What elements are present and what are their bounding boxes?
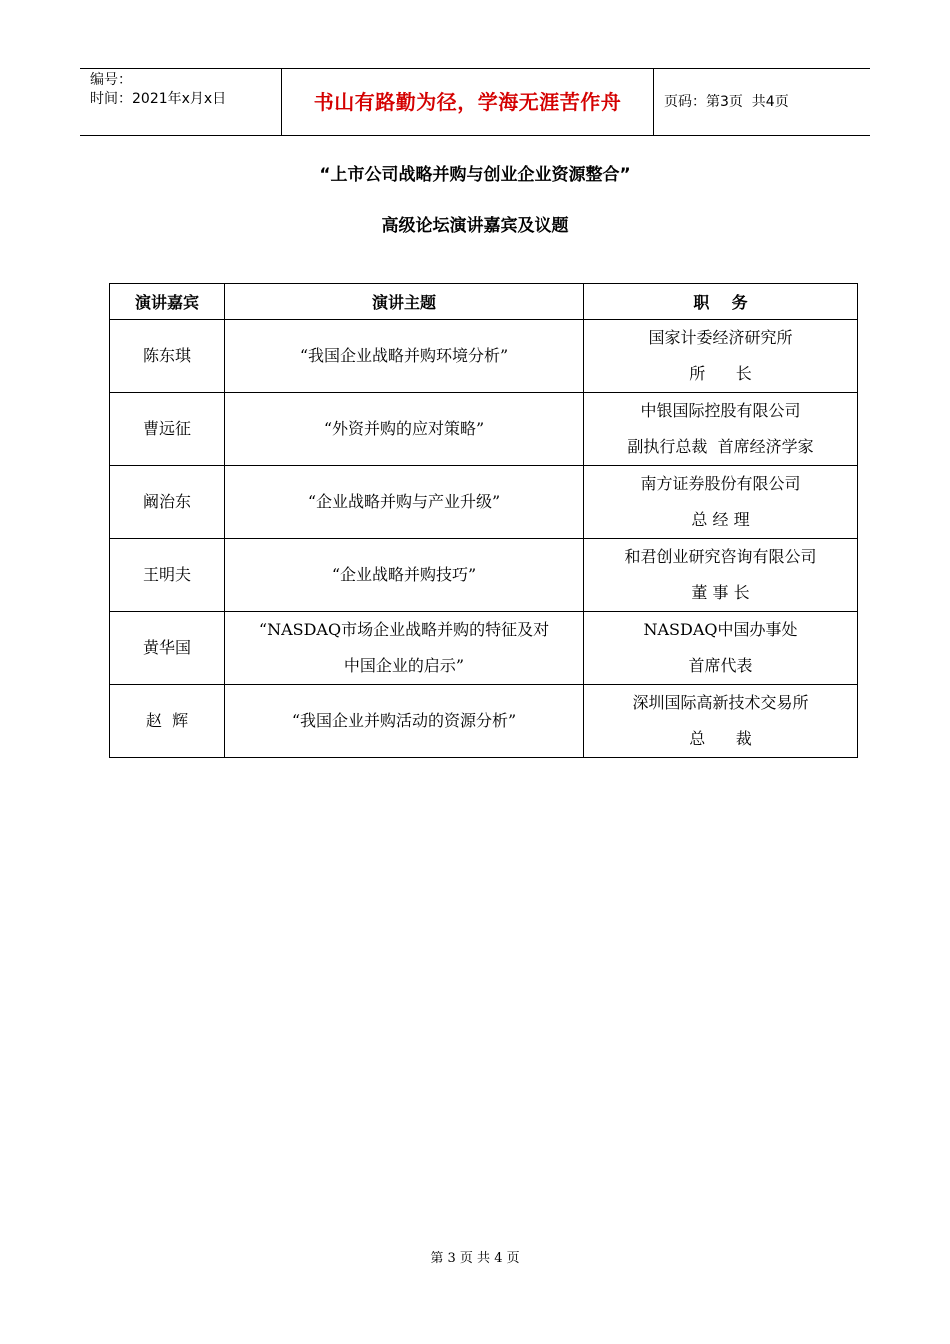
document-title: “上市公司战略并购与创业企业资源整合”	[319, 165, 631, 185]
header-page-info: 页码：第3页 共4页	[664, 94, 789, 110]
topic-line: 中国企业的启示”	[343, 656, 465, 675]
document-number-label: 编号：	[90, 72, 132, 88]
speaker-position	[584, 539, 858, 612]
table-row	[110, 539, 858, 612]
position-organization: 和君创业研究咨询有限公司	[624, 547, 817, 566]
speech-topic	[225, 466, 584, 539]
speaker-name: 阚治东	[110, 466, 225, 539]
column-header-topic: 演讲主题	[225, 284, 584, 320]
topic-line: “企业战略并购技巧”	[331, 565, 477, 584]
position-organization: 南方证券股份有限公司	[640, 474, 801, 493]
speakers-table	[109, 283, 858, 758]
page-header	[80, 68, 870, 136]
header-meta	[80, 69, 282, 135]
table-row	[110, 466, 858, 539]
position-organization: NASDAQ中国办事处	[643, 620, 798, 639]
position-title: 所 长	[689, 364, 752, 383]
speaker-position	[584, 685, 858, 758]
topic-line: “NASDAQ市场企业战略并购的特征及对	[258, 620, 550, 639]
column-header-position: 职 务	[584, 284, 858, 320]
speech-topic	[225, 612, 584, 685]
speaker-name: 王明夫	[110, 539, 225, 612]
position-title: 总 经 理	[691, 510, 750, 529]
table-row	[110, 320, 858, 393]
document-subtitle: 高级论坛演讲嘉宾及议题	[381, 216, 569, 236]
column-header-speaker: 演讲嘉宾	[110, 284, 225, 320]
document-time-label: 时间：2021年x月x日	[90, 91, 227, 107]
speaker-name: 黄华国	[110, 612, 225, 685]
table-row	[110, 393, 858, 466]
speech-topic	[225, 393, 584, 466]
speech-topic	[225, 320, 584, 393]
speaker-position	[584, 466, 858, 539]
position-organization: 深圳国际高新技术交易所	[632, 693, 809, 712]
speech-topic	[225, 685, 584, 758]
table-header-row	[110, 284, 858, 320]
speaker-name: 曹远征	[110, 393, 225, 466]
speaker-position	[584, 393, 858, 466]
speaker-position	[584, 320, 858, 393]
position-organization: 中银国际控股有限公司	[640, 401, 801, 420]
topic-line: “外资并购的应对策略”	[323, 419, 485, 438]
table-row	[110, 685, 858, 758]
topic-line: “企业战略并购与产业升级”	[307, 492, 501, 511]
topic-line: “我国企业战略并购环境分析”	[299, 346, 509, 365]
position-title: 首席代表	[688, 656, 753, 675]
position-title: 董 事 长	[691, 583, 750, 602]
page-footer: 第 3 页 共 4 页	[430, 1251, 520, 1266]
header-motto: 书山有路勤为径，学海无涯苦作舟	[282, 69, 654, 135]
topic-line: “我国企业并购活动的资源分析”	[291, 711, 517, 730]
position-organization: 国家计委经济研究所	[648, 328, 793, 347]
speaker-position	[584, 612, 858, 685]
position-title: 总 裁	[689, 729, 752, 748]
table-row	[110, 612, 858, 685]
speaker-name: 赵 辉	[110, 685, 225, 758]
speech-topic	[225, 539, 584, 612]
position-title: 副执行总裁 首席经济学家	[627, 437, 814, 456]
speaker-name: 陈东琪	[110, 320, 225, 393]
